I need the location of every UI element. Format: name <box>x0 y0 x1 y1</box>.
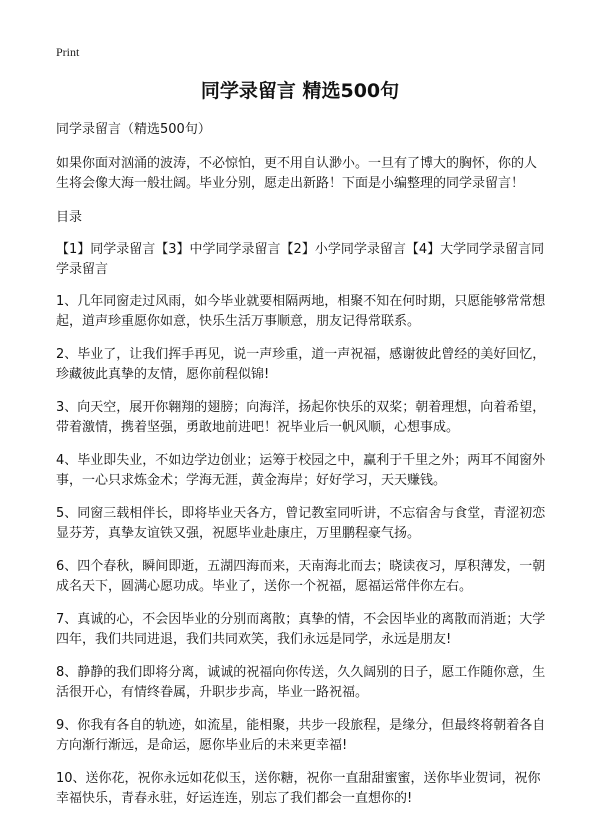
document-body <box>56 120 548 822</box>
message-item: 1、几年同窗走过风雨，如今毕业就要相隔两地，相聚不知在何时期，只愿能够常常想起，道声珍重愿你如意，快乐生活万事顺意，朋友记得常联系。 <box>56 294 546 329</box>
document-subtitle: 同学录留言（精选500句） <box>56 122 211 137</box>
message-item: 2、毕业了，让我们挥手再见，说一声珍重，道一声祝福，感谢彼此曾经的美好回忆，珍藏彼此真挚的友情，愿你前程似锦! <box>56 347 546 382</box>
message-item: 6、四个春秋，瞬间即逝，五湖四海而来，天南海北而去；晓读夜习，厚积薄发，一朝成名天下，圆满心愿功成。毕业了，送你一个祝福，愿福运常伴你左右。 <box>56 559 546 594</box>
print-link[interactable]: Print <box>56 45 80 59</box>
message-item: 4、毕业即失业，不如边学边创业；运筹于校园之中，赢利于千里之外；两耳不闻窗外事，一心只求炼金术；学海无涯，黄金海岸；好好学习，天天赚钱。 <box>56 453 546 488</box>
intro-paragraph: 如果你面对汹涌的波涛，不必惊怕，更不用自认渺小。一旦有了博大的胸怀，你的人生将会像大海一般壮阔。毕业分别，愿走出新路！下面是小编整理的同学录留言！ <box>56 156 538 191</box>
page-title: 同学录留言 精选500句 <box>200 80 400 102</box>
message-item: 3、向天空，展开你翱翔的翅膀；向海洋，扬起你快乐的双桨；朝着理想，向着希望，带着激情，携着坚强，勇敢地前进吧！祝毕业后一帆风顺，心想事成。 <box>56 400 546 435</box>
table-of-contents: 【1】同学录留言【3】中学同学录留言【2】小学同学录留言【4】大学同学录留言同学录留言 <box>56 242 545 277</box>
message-item: 10、送你花，祝你永远如花似玉，送你糖，祝你一直甜甜蜜蜜，送你毕业贺词，祝你幸福快乐，青春永驻，好运连连，别忘了我们都会一直想你的! <box>56 771 541 806</box>
toc-heading: 目录 <box>56 210 83 225</box>
message-item: 5、同窗三载相伴长，即将毕业天各方，曾记教室同听讲，不忘宿舍与食堂，青涩初恋显芬芳，真挚友谊铁又强，祝愿毕业赴康庄，万里鹏程豪气扬。 <box>56 506 546 541</box>
message-item: 9、你我有各自的轨迹，如流星，能相聚，共步一段旅程，是缘分，但最终将朝着各自方向渐行渐远，是命运，愿你毕业后的未来更幸福! <box>56 718 546 753</box>
message-item: 8、静静的我们即将分离，诚诚的祝福向你传送，久久阔别的日子，愿工作随你意，生活很开心，有情终眷属，升职步步高，毕业一路祝福。 <box>56 665 546 700</box>
message-item: 7、真诚的心，不会因毕业的分别而离散；真挚的情，不会因毕业的离散而消逝；大学四年，我们共同进退，我们共同欢笑，我们永远是同学，永远是朋友! <box>56 612 546 647</box>
